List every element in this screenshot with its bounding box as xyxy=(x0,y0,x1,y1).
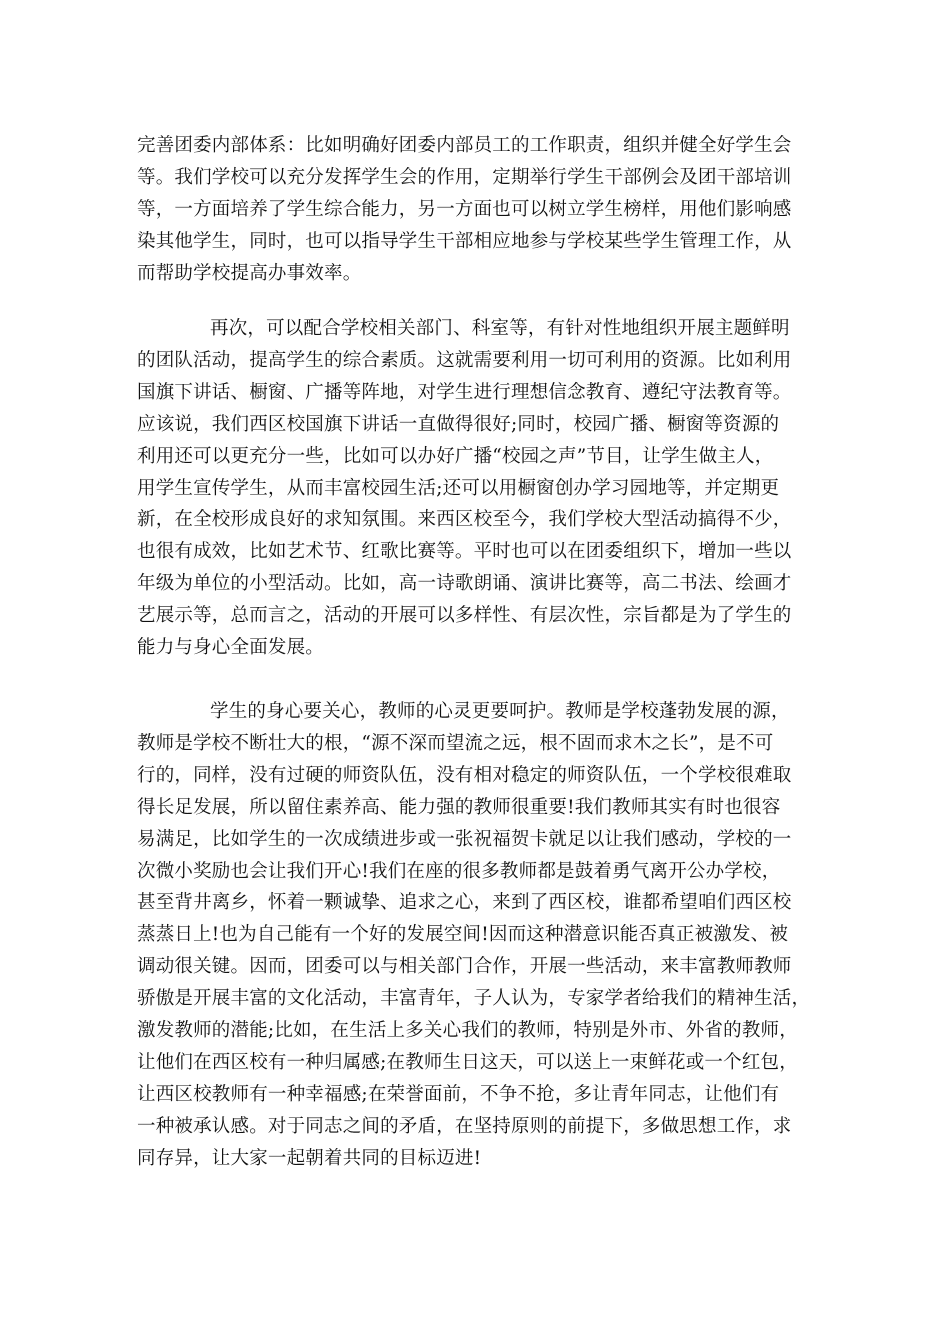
text-line: 一种被承认感。对于同志之间的矛盾，在坚持原则的前提下，多做思想工作，求 xyxy=(137,1116,792,1137)
text-line: 让西区校教师有一种幸福感;在荣誉面前，不争不抢，多让青年同志，让他们有 xyxy=(137,1084,780,1105)
text-line: 能力与身心全面发展。 xyxy=(137,637,325,658)
text-line: 骄傲是开展丰富的文化活动，丰富青年，子人认为，专家学者给我们的精神生活， xyxy=(137,988,811,1009)
text-line: 年级为单位的小型活动。比如，高一诗歌朗诵、演讲比赛等，高二书法、绘画才 xyxy=(137,573,792,594)
text-line: 调动很关键。因而，团委可以与相关部门合作，开展一些活动，来丰富教师教师 xyxy=(137,956,792,977)
text-line: 同存异，让大家一起朝着共同的目标迈进! xyxy=(137,1148,482,1169)
text-line: 利用还可以更充分一些，比如可以办好广播“校园之声”节目，让学生做主人， xyxy=(137,446,774,467)
text-line: 完善团委内部体系：比如明确好团委内部员工的工作职责，组织并健全好学生会 xyxy=(137,135,792,156)
text-line: 让他们在西区校有一种归属感;在教师生日这天，可以送上一束鲜花或一个红包， xyxy=(137,1052,798,1073)
text-line: 教师是学校不断壮大的根，“源不深而望流之远，根不固而求木之长”，是不可 xyxy=(137,733,774,754)
text-line: 次微小奖励也会让我们开心!我们在座的很多教师都是鼓着勇气离开公办学校， xyxy=(137,861,781,882)
text-line: 易满足，比如学生的一次成绩进步或一张祝福贺卡就足以让我们感动，学校的一 xyxy=(137,829,792,850)
text-line: 国旗下讲话、橱窗、广播等阵地，对学生进行理想信念教育、遵纪守法教育等。 xyxy=(137,382,792,403)
text-line: 也很有成效，比如艺术节、红歌比赛等。平时也可以在团委组织下，增加一些以 xyxy=(137,541,792,562)
text-line: 应该说，我们西区校国旗下讲话一直做得很好;同时，校园广播、橱窗等资源的 xyxy=(137,414,780,435)
text-line: 行的，同样，没有过硬的师资队伍，没有相对稳定的师资队伍，一个学校很难取 xyxy=(137,765,792,786)
text-line: 艺展示等，总而言之，活动的开展可以多样性、有层次性，宗旨都是为了学生的 xyxy=(137,605,792,626)
text-line: 甚至背井离乡，怀着一颗诚挚、追求之心，来到了西区校，谁都希望咱们西区校 xyxy=(137,892,792,913)
text-line: 等，一方面培养了学生综合能力，另一方面也可以树立学生榜样，用他们影响感 xyxy=(137,199,792,220)
text-line: 蒸蒸日上!也为自己能有一个好的发展空间!因而这种潜意识能否真正被激发、被 xyxy=(137,924,789,945)
text-line: 而帮助学校提高办事效率。 xyxy=(137,263,362,284)
text-line: 用学生宣传学生，从而丰富校园生活;还可以用橱窗创办学习园地等，并定期更 xyxy=(137,478,780,499)
text-line: 学生的身心要关心，教师的心灵更要呵护。教师是学校蓬勃发展的源， xyxy=(210,701,790,722)
text-line: 再次，可以配合学校相关部门、科室等，有针对性地组织开展主题鲜明 xyxy=(210,318,790,339)
text-line: 新，在全校形成良好的求知氛围。来西区校至今，我们学校大型活动搞得不少， xyxy=(137,509,792,530)
text-line: 染其他学生，同时，也可以指导学生干部相应地参与学校某些学生管理工作，从 xyxy=(137,231,792,252)
text-line: 等。我们学校可以充分发挥学生会的作用，定期举行学生干部例会及团干部培训 xyxy=(137,167,792,188)
text-line: 激发教师的潜能;比如，在生活上多关心我们的教师，特别是外市、外省的教师， xyxy=(137,1020,798,1041)
text-line: 的团队活动，提高学生的综合素质。这就需要利用一切可利用的资源。比如利用 xyxy=(137,350,792,371)
text-line: 得长足发展，所以留住素养高、能力强的教师很重要!我们教师其实有时也很容 xyxy=(137,797,781,818)
